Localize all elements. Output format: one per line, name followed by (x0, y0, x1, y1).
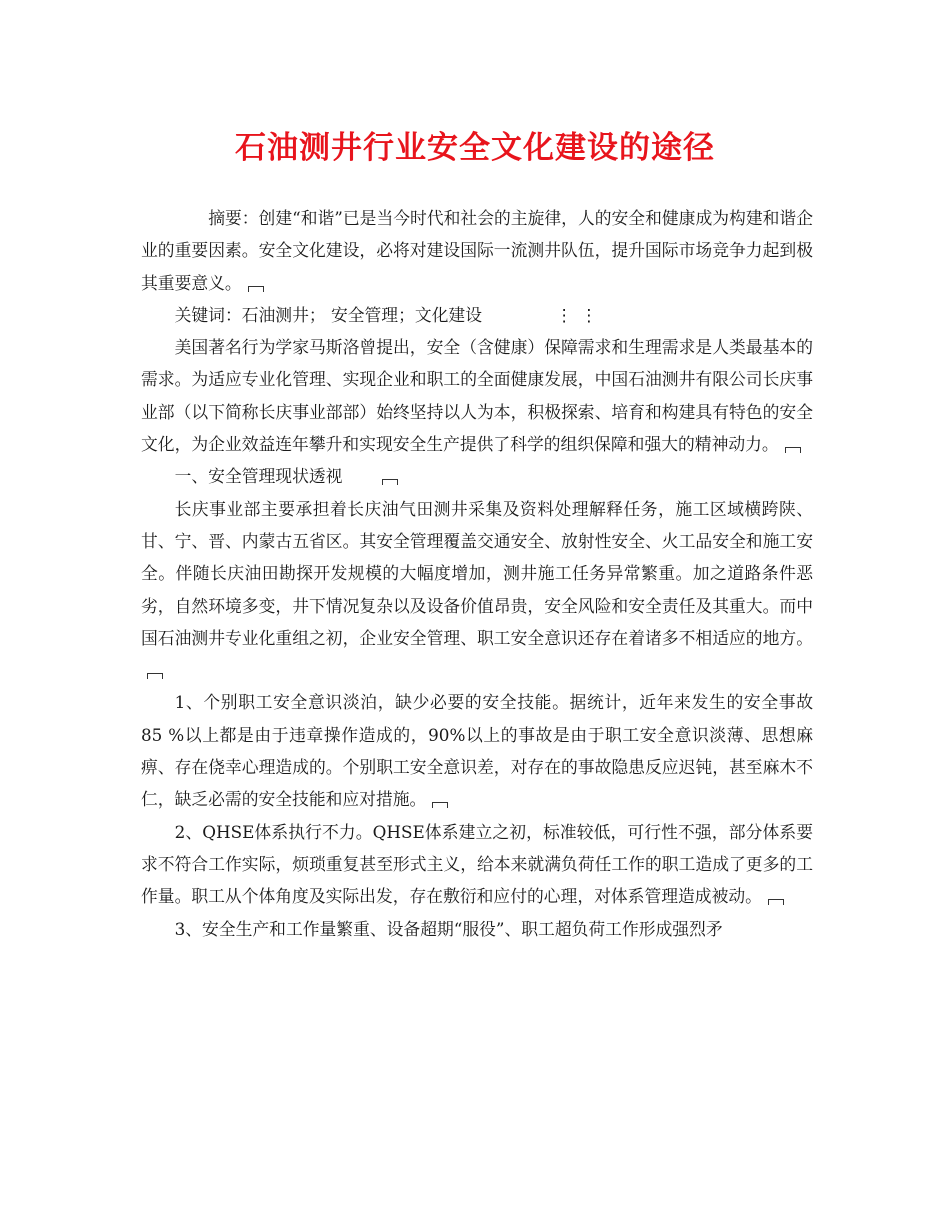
intro-text: 美国著名行为学家马斯洛曾提出，安全（含健康）保障需求和生理需求是人类最基本的需求。为适应专业化管理、实现企业和职工的全面健康发展，中国石油测井有限公司长庆事业部（以下简称长庆事业部部）始终坚持以人为本，积极探索、培育和构建具有特色的安全文化，为企业效益连年攀升和实现安全生产提供了科学的组织保障和强大的精神动力。 (141, 337, 813, 455)
paragraph-mark-icon (432, 802, 448, 808)
paragraph-mark-icon (248, 286, 264, 292)
status-paragraph (141, 493, 813, 687)
document-title: 石油测井行业安全文化建设的途径 (235, 130, 715, 166)
keywords-text: 关键词：石油测井； 安全管理；文化建设 (174, 304, 482, 325)
item-2-paragraph (141, 816, 813, 913)
paragraph-mark-icon (768, 899, 784, 905)
keywords-paragraph (141, 299, 813, 331)
section-heading-text: 一、安全管理现状透视 (174, 466, 343, 487)
keywords-dots: ⋮⋮ (555, 304, 606, 325)
abstract-paragraph (141, 202, 813, 299)
item-3-paragraph (141, 913, 813, 945)
item-1-paragraph (141, 686, 813, 815)
section-heading-1 (141, 460, 813, 492)
status-text: 长庆事业部主要承担着长庆油气田测井采集及资料处理解释任务，施工区域横跨陕、甘、宁、晋、内蒙古五省区。其安全管理覆盖交通安全、放射性安全、火工品安全和施工安全。伴随长庆油田勘探开发规模的大幅度增加，测井施工任务异常繁重。加之道路条件恶劣，自然环境多变，井下情况复杂以及设备价值昂贵，安全风险和安全责任及其重大。而中国石油测井专业化重组之初，企业安全管理、职工安全意识还存在着诸多不相适应的地方。 (141, 498, 813, 648)
intro-paragraph (141, 331, 813, 460)
item-2-text: 2、QHSE体系执行不力。QHSE体系建立之初，标准较低，可行性不强，部分体系要求不符合工作实际，烦琐重复甚至形式主义，给本来就满负荷任工作的职工造成了更多的工作量。职工从个体角度及实际出发，存在敷衍和应付的心理，对体系管理造成被动。 (141, 821, 813, 907)
item-3-text: 3、安全生产和工作量繁重、设备超期“服役”、职工超负荷工作形成强烈矛 (174, 918, 723, 939)
item-1-text: 1、个别职工安全意识淡泊，缺少必要的安全技能。据统计，近年来发生的安全事故 85 %以上都是由于违章操作造成的，90%以上的事故是由于职工安全意识淡薄、思想麻痹、存在侥幸心理造成的。个别职工安全意识差，对存在的事故隐患反应迟钝，甚至麻木不仁，缺乏必需的安全技能和应对措施。 (141, 692, 813, 810)
abstract-text: 摘要：创建“和谐”已是当今时代和社会的主旋律，人的安全和健康成为构建和谐企业的重要因素。安全文化建设，必将对建设国际一流测井队伍，提升国际市场竞争力起到极其重要意义。 (141, 208, 813, 293)
paragraph-mark-icon (382, 479, 398, 485)
paragraph-mark-icon (785, 447, 801, 453)
paragraph-mark-icon (147, 673, 163, 679)
document-body (141, 202, 813, 945)
